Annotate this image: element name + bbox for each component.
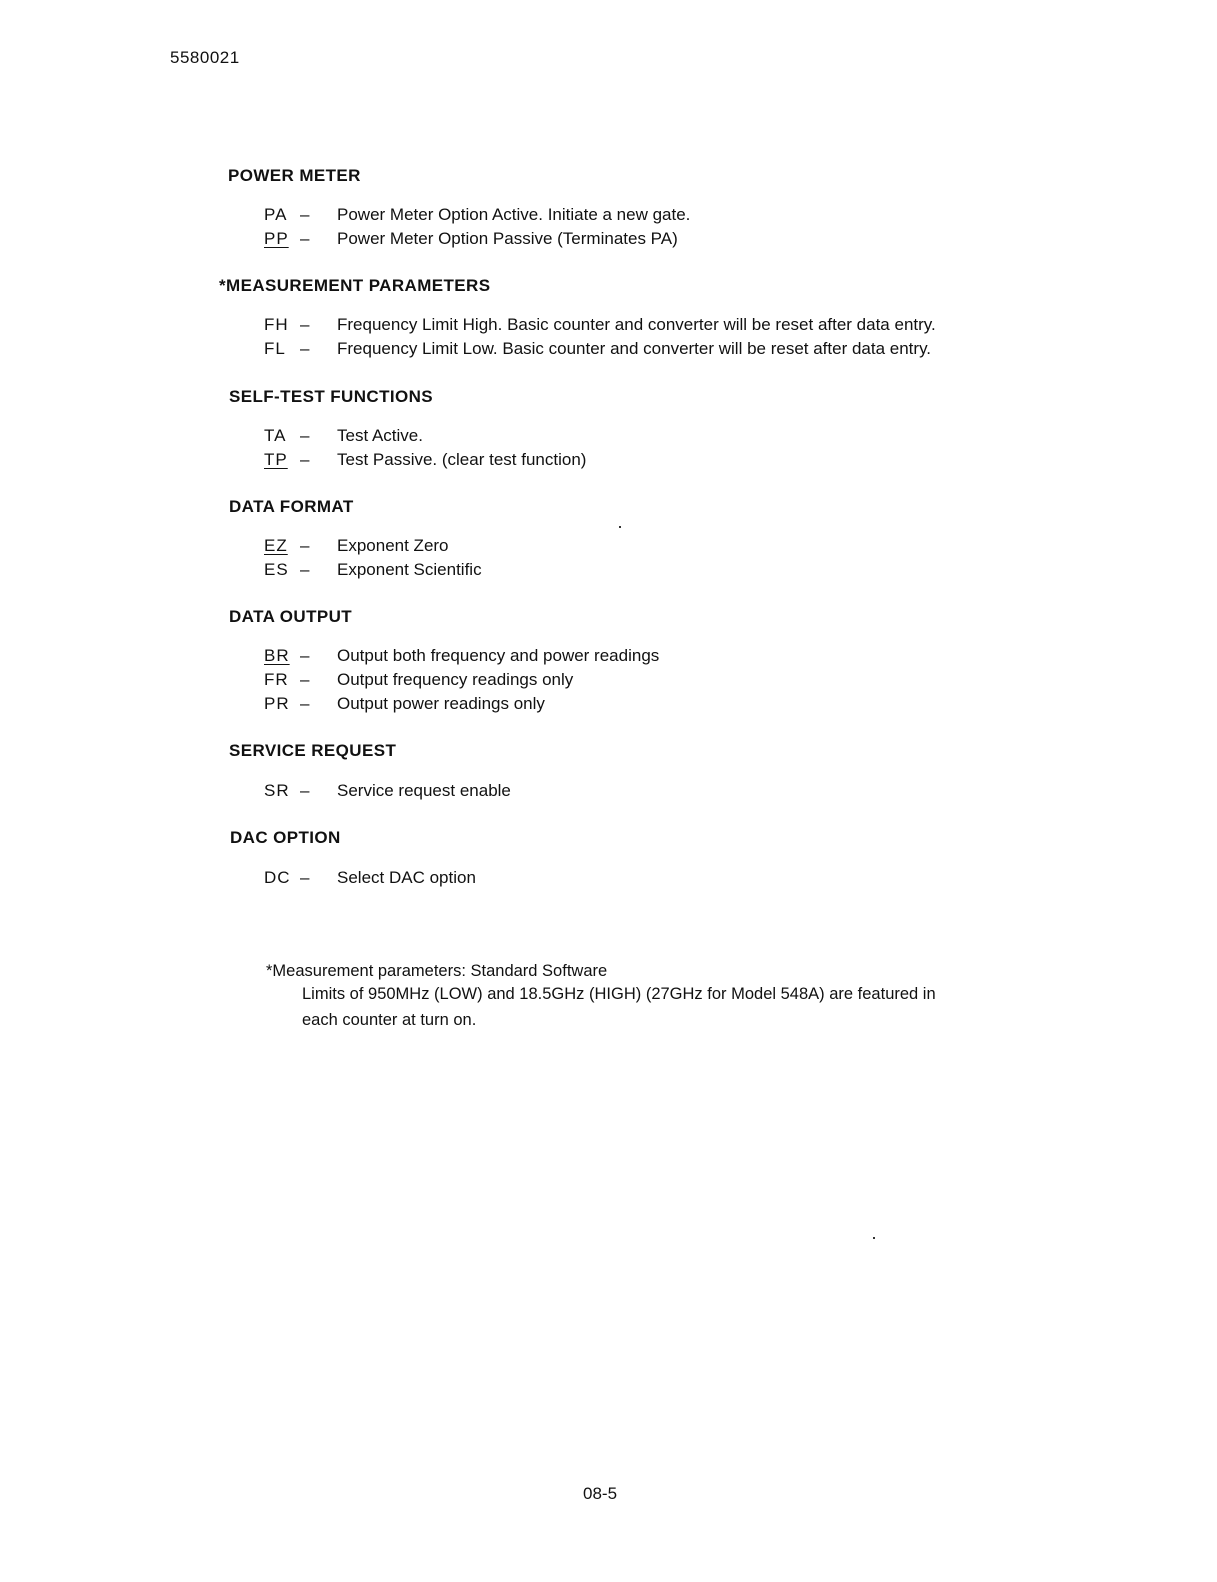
command-row-dc	[264, 868, 476, 888]
section-heading-self-test-functions: SELF-TEST FUNCTIONS	[229, 387, 434, 406]
command-row-br	[264, 646, 659, 666]
command-description: Test Passive. (clear test function)	[337, 450, 587, 469]
command-code: FR	[264, 670, 289, 689]
section-heading-measurement-parameters: *MEASUREMENT PARAMETERS	[219, 276, 491, 295]
command-description: Output both frequency and power readings	[337, 646, 660, 665]
command-code-default: PP	[264, 229, 289, 248]
command-description: Output frequency readings only	[337, 670, 574, 689]
command-row-fh	[264, 315, 936, 335]
command-description: Test Active.	[337, 426, 423, 445]
command-row-fl	[264, 339, 931, 359]
command-row-fr	[264, 670, 573, 690]
command-dash: –	[300, 536, 310, 555]
section-heading-service-request: SERVICE REQUEST	[229, 741, 397, 760]
command-description: Exponent Zero	[337, 536, 449, 555]
command-row-sr	[264, 781, 511, 801]
command-description: Frequency Limit Low. Basic counter and converter will be reset after data entry.	[337, 339, 932, 358]
command-description: Service request enable	[337, 781, 511, 800]
footnote-line: Limits of 950MHz (LOW) and 18.5GHz (HIGH) (27GHz for Model 548A) are featured in	[302, 985, 936, 1003]
command-code-default: BR	[264, 646, 290, 665]
command-dash: –	[300, 560, 310, 579]
command-dash: –	[300, 670, 310, 689]
command-dash: –	[300, 450, 310, 469]
command-description: Power Meter Option Passive (Terminates PA)	[337, 229, 678, 248]
command-code: DC	[264, 868, 291, 887]
command-row-ez	[264, 536, 449, 556]
scan-speck	[619, 526, 621, 528]
command-description: Select DAC option	[337, 868, 476, 887]
command-dash: –	[300, 694, 310, 713]
command-description: Output power readings only	[337, 694, 545, 713]
command-description: Frequency Limit High. Basic counter and converter will be reset after data entry.	[337, 315, 936, 334]
command-row-pr	[264, 694, 545, 714]
command-dash: –	[300, 205, 310, 224]
command-row-tp	[264, 450, 586, 470]
command-code: PA	[264, 205, 288, 224]
command-dash: –	[300, 426, 310, 445]
command-row-pp	[264, 229, 678, 249]
section-heading-data-output: DATA OUTPUT	[229, 607, 353, 626]
command-code-default: TP	[264, 450, 288, 469]
footnote-line: each counter at turn on.	[302, 1011, 477, 1029]
section-heading-dac-option: DAC OPTION	[230, 828, 341, 847]
command-code: ES	[264, 560, 289, 579]
section-heading-data-format: DATA FORMAT	[229, 497, 354, 516]
document-number: 5580021	[170, 48, 240, 67]
command-row-ta	[264, 426, 423, 446]
command-code-default: EZ	[264, 536, 288, 555]
command-dash: –	[300, 315, 310, 334]
command-row-pa	[264, 205, 690, 225]
command-description: Exponent Scientific	[337, 560, 482, 579]
command-code: SR	[264, 781, 290, 800]
command-dash: –	[300, 229, 310, 248]
command-dash: –	[300, 646, 310, 665]
command-row-es	[264, 560, 482, 580]
command-code: TA	[264, 426, 287, 445]
command-code: FL	[264, 339, 286, 358]
page-number: 08-5	[583, 1484, 618, 1503]
footnote-title: *Measurement parameters: Standard Software	[266, 962, 608, 980]
scan-speck	[873, 1237, 875, 1239]
command-code: FH	[264, 315, 289, 334]
command-description: Power Meter Option Active. Initiate a new gate.	[337, 205, 691, 224]
command-dash: –	[300, 868, 310, 887]
section-heading-power-meter: POWER METER	[228, 166, 361, 185]
command-dash: –	[300, 339, 310, 358]
command-dash: –	[300, 781, 310, 800]
command-code: PR	[264, 694, 290, 713]
